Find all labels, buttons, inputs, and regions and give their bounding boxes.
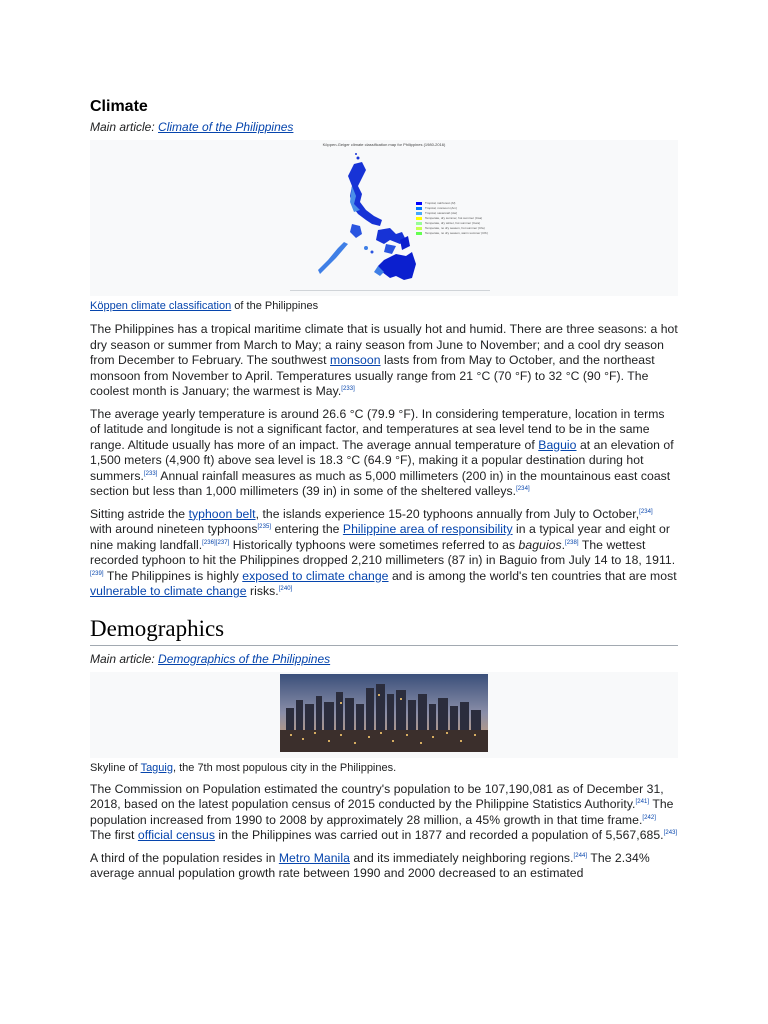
text: in a typical year and eight or nine making landfall. <box>90 522 670 552</box>
citation-link[interactable]: [240] <box>278 585 293 592</box>
citation-link[interactable]: [241] <box>635 798 650 805</box>
monsoon-link[interactable]: monsoon <box>330 353 381 367</box>
citation-link[interactable]: [235] <box>257 523 272 530</box>
text: The wettest recorded typhoon to hit the Philippines dropped 2,210 millimeters (87 in) in Baguio from July 14 to 18, 1911. <box>90 537 676 567</box>
legend-swatch-7 <box>416 232 422 235</box>
text: The average yearly temperature is around 26.6 °C (79.9 °F). In considering temperature, location in terms of latitude and longitude is not a significant factor, and temperatures at sea level tend to be in the same range. Altitude usually has more of an impact. The average annual temperature of <box>90 406 665 452</box>
climate-hatnote <box>90 118 678 136</box>
text: Annual rainfall measures as much as 5,000 millimeters (200 in) in the mountainous east coast section but less than 1,000 millimeters (39 in) in some of the sheltered valleys. <box>90 468 671 498</box>
legend-swatch-2 <box>416 207 422 210</box>
legend-swatch-1 <box>416 202 422 205</box>
caption-text: , the 7th most populous city in the Philippines. <box>172 761 397 774</box>
skyline-figure <box>90 672 678 758</box>
par-link[interactable]: Philippine area of responsibility <box>342 522 513 536</box>
text: at an elevation of 1,500 meters (4,900 ft) above sea level is 18.3 °C (64.9 °F), making it a popular destination during hot summers. <box>90 437 674 483</box>
legend-swatch-6 <box>416 227 422 230</box>
skyline-caption <box>90 758 678 775</box>
koppen-link[interactable]: Köppen climate classification <box>90 300 232 312</box>
citation-link[interactable]: [243] <box>663 829 678 836</box>
citation-link[interactable]: [236][237] <box>202 539 230 546</box>
demographics-heading: Demographics <box>90 614 678 646</box>
citation-link[interactable]: [234] <box>639 508 653 515</box>
climate-main-article-link[interactable]: Climate of the Philippines <box>158 120 294 134</box>
typhoon-belt-link[interactable]: typhoon belt <box>188 506 256 521</box>
taguig-skyline-photo[interactable] <box>280 674 488 752</box>
baguio-link[interactable]: Baguio <box>538 437 577 452</box>
citation-link[interactable]: [233] <box>143 470 158 477</box>
legend-label-7: Temperate, no dry season, warm summer (Cfb) <box>425 231 488 235</box>
text: with around nineteen typhoons <box>90 522 258 536</box>
text: The Philippines has a tropical maritime climate that is usually hot and humid. There are three seasons: a hot dry season or summer from March to May; a rainy season from June to November; and a cool dry season from December to February. The southwest <box>90 322 678 367</box>
climate-paragraph-3 <box>90 507 678 600</box>
demographics-main-article-link[interactable]: Demographics of the Philippines <box>158 651 331 666</box>
text: . <box>561 537 566 552</box>
taguig-link[interactable]: Taguig <box>140 761 173 774</box>
caption-text: of the Philippines <box>231 300 319 312</box>
text: The Commission on Population estimated the country's population to be 107,190,081 as of December 31, 2018, based on the latest population census of 2015 conducted by the Philippine Statistics Authority. <box>90 781 664 811</box>
legend-swatch-3 <box>416 212 422 215</box>
climate-figure-caption <box>90 296 678 313</box>
citation-link[interactable]: [242] <box>642 814 656 821</box>
citation-link[interactable]: [239] <box>90 570 104 577</box>
text: and is among the world's ten countries that are most <box>388 568 677 583</box>
citation-link[interactable]: [238] <box>565 539 579 546</box>
legend-label-5: Temperate, dry winter, hot summer (Cwa) <box>425 221 481 225</box>
text: The Philippines is highly <box>103 568 243 583</box>
text: The 2.34% average annual population growth rate between 1990 and 2000 decreased to an estimated <box>90 850 650 880</box>
philippines-climate-map[interactable] <box>90 140 678 296</box>
map-title: Köppen-Geiger climate classification map for Philippines (1980-2016) <box>322 142 446 147</box>
text: Historically typhoons were sometimes referred to as <box>229 537 519 552</box>
official-census-link[interactable]: official census <box>137 828 215 842</box>
italic-term: baguios <box>518 537 562 552</box>
climate-heading: Climate <box>90 98 148 115</box>
exposed-climate-link[interactable]: exposed to climate change <box>242 568 389 583</box>
legend-label-3: Tropical, savannah (Aw) <box>425 211 458 215</box>
legend-swatch-4 <box>416 217 422 220</box>
citation-link[interactable]: [233] <box>341 385 355 392</box>
hatnote-prefix: Main article: <box>90 651 159 666</box>
climate-paragraph-1 <box>90 322 678 400</box>
text: , the islands experience 15-20 typhoons annually from July to October, <box>255 506 640 521</box>
climate-map-figure <box>90 140 678 296</box>
text: A third of the population resides in <box>90 850 279 865</box>
vulnerable-climate-link[interactable]: vulnerable to climate change <box>90 584 247 598</box>
legend-label-4: Temperate, dry summer, hot summer (Csa) <box>425 216 483 220</box>
map-legend <box>416 202 536 242</box>
text: Sitting astride the <box>90 506 189 521</box>
text: The first <box>90 828 138 842</box>
article-content <box>90 96 678 889</box>
metro-manila-link[interactable]: Metro Manila <box>278 850 350 865</box>
text: lasts from from May to October, and the northeast monsoon from November to April. Temperatures usually range from 21 °C (70 °F) to 32 °C (90 °F). The coolest month is January; the warmest is May. <box>90 353 655 398</box>
text: entering the <box>271 522 343 536</box>
citation-link[interactable]: [244] <box>573 852 588 859</box>
legend-swatch-5 <box>416 222 422 225</box>
text: and its immediately neighboring regions. <box>349 850 574 865</box>
legend-label-6: Temperate, no dry season, hot summer (Cfa) <box>425 226 485 230</box>
demographics-paragraph-2 <box>90 851 678 882</box>
text: risks. <box>246 584 279 598</box>
demographics-hatnote <box>90 650 678 668</box>
legend-label-2: Tropical, monsoon (Am) <box>425 206 457 210</box>
caption-text: Skyline of <box>90 761 141 774</box>
climate-paragraph-2 <box>90 407 678 500</box>
hatnote-prefix: Main article: <box>90 120 159 134</box>
citation-link[interactable]: [234] <box>516 485 530 492</box>
legend-label-1: Tropical, rainforest (Af) <box>425 201 456 205</box>
demographics-paragraph-1 <box>90 782 678 844</box>
text: The population increased from 1990 to 2008 by approximately 28 million, a 45% growth in that time frame. <box>90 797 674 827</box>
text: in the Philippines was carried out in 1877 and recorded a population of 5,567,685. <box>214 828 664 842</box>
